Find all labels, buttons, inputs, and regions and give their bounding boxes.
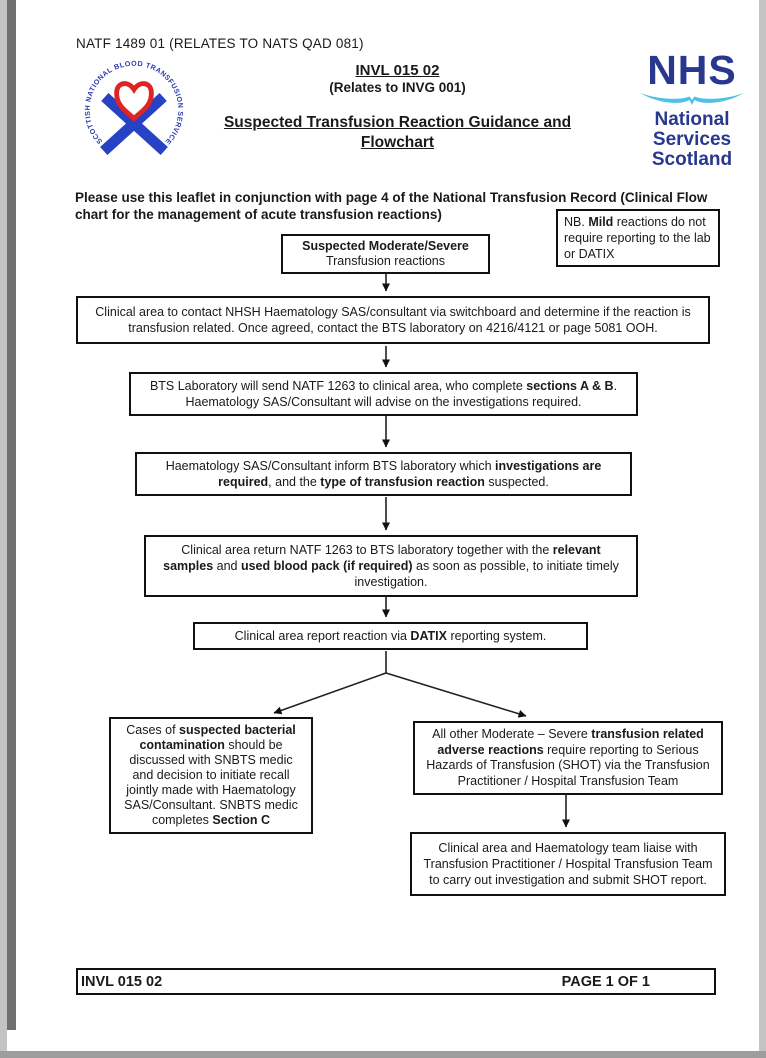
footer-doc-code: INVL 015 02 [81, 973, 163, 990]
footer-page-number: PAGE 1 OF 1 [561, 973, 650, 990]
note-box-mild-reactions: NB. Mild reactions do not require reporting to the lab or DATIX [556, 209, 720, 267]
flow-node-natf-1263-sent: BTS Laboratory will send NATF 1263 to clinical area, who complete sections A & B. Haematology SAS/Consultant will advise on the investigations required. [129, 372, 638, 416]
flow-node-start: Suspected Moderate/Severe Transfusion reactions [281, 234, 490, 274]
flow-node-contact-haematology: Clinical area to contact NHSH Haematology SAS/consultant via switchboard and determine if the reaction is transfusion related. Once agreed, contact the BTS laboratory on 4216/4121 or page 5081 OOH. [76, 296, 710, 344]
doc-code-relates: (Relates to INVG 001) [329, 80, 466, 95]
nhs-org-line1: National [654, 109, 730, 130]
flow-node-inform-investigations: Haematology SAS/Consultant inform BTS laboratory which investigations are required, and the type of transfusion reaction suspected. [135, 452, 632, 496]
doc-ref-text: NATF 1489 01 (RELATES TO NATS QAD 081) [76, 36, 364, 51]
nhs-org-line2: Services [652, 129, 732, 150]
nhs-acronym-text: NHS [647, 47, 737, 93]
page-title-line1: Suspected Transfusion Reaction Guidance and [223, 114, 572, 131]
doc-code: INVL 015 02 [355, 62, 440, 79]
flow-node-shot-reporting: All other Moderate – Severe transfusion related adverse reactions require reporting to Serious Hazards of Transfusion (SHOT) via the Transfusion Practitioner / Hospital Transfusion Team [413, 721, 723, 795]
flow-node-shot-investigation: Clinical area and Haematology team liaise with Transfusion Practitioner / Hospital Transfusion Team to carry out investigation and submit SHOT report. [410, 832, 726, 896]
flow-node-bacterial-contamination: Cases of suspected bacterial contamination should be discussed with SNBTS medic and decision to initiate recall jointly made with Haematology SAS/Consultant. SNBTS medic completes Section C [109, 717, 313, 834]
intro-text: Please use this leaflet in conjunction with page 4 of the National Transfusion Record (Clinical Flow chart for the management of acute transfusion reactions) [75, 190, 708, 222]
snbts-ring-text: SCOTTISH NATIONAL BLOOD TRANSFUSION SERVICE [83, 59, 185, 147]
nhs-org-line3: Scotland [651, 149, 733, 170]
footer-bar [76, 968, 716, 995]
page-title-line2: Flowchart [360, 134, 435, 151]
flow-node-return-natf-1263: Clinical area return NATF 1263 to BTS laboratory together with the relevant samples and used blood pack (if required) as soon as possible, to initiate timely investigation. [144, 535, 638, 597]
flow-node-datix-report: Clinical area report reaction via DATIX reporting system. [193, 622, 588, 650]
